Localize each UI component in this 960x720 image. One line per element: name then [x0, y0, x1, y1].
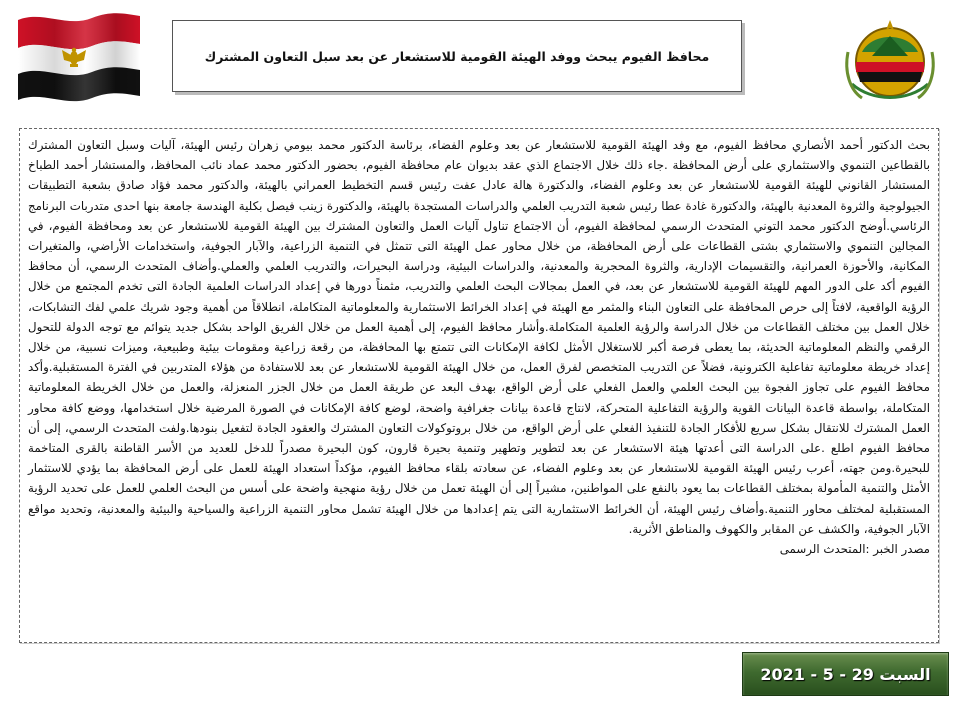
egypt-flag-icon	[12, 6, 144, 102]
article-source: مصدر الخبر :المتحدث الرسمى	[779, 542, 930, 557]
date-label: السبت 29 - 5 - 2021	[760, 664, 931, 684]
fayoum-emblem-icon	[832, 12, 948, 108]
article-body: بحث الدكتور أحمد الأنصاري محافظ الفيوم، مع وفد الهيئة القومية للاستشعار عن بعد وعلوم الفضاء، برئاسة الدكتور محمد بيومي زهران رئيس الهيئة، آليات وسبل التعاون المشترك بالقطاعين التنموي والاستثماري على أرض المحافظة .جاء ذلك خلال الاجتماع الذي عقد بديوان عام محافظة الفيوم، بحضور الدكتور محمد عماد نائب المحافظ، والمستشار أحمد الطباخ المستشار القانوني للهيئة القومية للاستشعار عن بعد وعلوم الفضاء، والدكتورة هالة عادل عفت رئيس قسم التخطيط العمراني بالهيئة، والدكتور محمد فؤاد صادق بشعبة التطبيقات الجيولوجية والثروة المعدنية بالهيئة، والدكتورة غادة عطا رئيس شعبة التدريب العلمي والدراسات المستجدة بالهيئة، والدكتورة زينب فيصل بكلية الهندسة جامعة بنها احدى متدربات البرنامج الرئاسي.أوضح الدكتور محمد التوني المتحدث الرسمي لمحافظة الفيوم، أن الاجتماع تناول آليات العمل والتعاون المشترك بين الهيئة القومية للاستشعار عن بعد ومحافظة الفيوم، في المجالين التنموي والاستثماري بشتى القطاعات على أرض المحافظة، من خلال محاور عمل الهيئة التى تتمثل في التنمية الزراعية، والآبار الجوفية، واستخدامات الأراضي، والمتغيرات المكانية، والأحوزة العمرانية، والتقسيمات الإدارية، والثروة المحجرية والمعدنية، والدراسات البيئية، ودراسة البحيرات، والتدريب العلمي والعملي.وأضاف المتحدث الرسمي، أن محافظ الفيوم أكد على الدور المهم للهيئة القومية للاستشعار عن بعد، في العمل بمجالات البحث العلمي والتدريب، مثمناً دورها في إعداد الدراسات العلمية الجادة التى تخدم المجتمع من خلال الرؤية الواقعية، لافتاً إلى حرص المحافظة على التعاون البناء والمثمر مع الهيئة في إعداد الخرائط الاستثمارية والمعلوماتية المتكاملة، انطلاقاً من أهمية وجود شريك علمي لفك التشابكات، خلال العمل بين مختلف القطاعات من خلال الدراسة والرؤية العلمية المتكاملة.وأشار محافظ الفيوم، إلى أهمية العمل من خلال الفريق الواحد بشكل جديد يتوائم مع توجه الدولة للتحول الرقمي والنظم المعلوماتية الحديثة، بما يعطى فرصة أكبر للاستغلال الأمثل لكافة الإمكانات التى تتمتع بها المحافظة، من رقعة زراعية ومقومات بيئية وطبيعية، وميزات نسبية، من خلال إعداد خريطة معلوماتية تفاعلية الكترونية، فضلاً عن التدريب المتخصص لفرق العمل، من خلال الهيئة القومية للاستشعار عن بعد للاستفادة من هؤلاء المتدربين في الفترة المستقبلية.وأكد محافظ الفيوم على تجاوز الفجوة بين البحث العلمي والعمل الفعلي على أرض الواقع، بهدف البعد عن طريقة العمل من خلال الجزر المنعزلة، والعمل من خلال الخريطة المعلوماتية المتكاملة، بواسطة قاعدة البيانات القوية والرؤية التفاعلية المتحركة، لانتاج قاعدة بيانات جغرافية واضحة، لوضع كافة الإمكانات في الصورة المرضية خلال استخدامها، ووضع كافة محاور العمل المشترك للانتقال بشكل سريع للأفكار الجادة للتنفيذ الفعلي على أرض الواقع، من خلال بروتوكولات التعاون المشترك والعقود الجادة لتفعيل بنودها.ولفت المتحدث الرسمي، إلى أن محافظ الفيوم اطلع .على الدراسة التى أعدتها هيئة الاستشعار عن بعد لتطوير وتطهير وتنمية بحيرة قارون، كون البحيرة مصدراً للدخل للعديد من الأسر القاطنة بالقرى المتاخمة للبحيرة.ومن جهته، أعرب رئيس الهيئة القومية للاستشعار عن بعد وعلوم الفضاء، عن سعادته بلقاء محافظ الفيوم، مؤكداً استعداد الهيئة للعمل على أرض المحافظة بما يؤدي للاستثمار الأمثل والتنمية المأمولة بمختلف القطاعات بما يعود بالنفع على المواطنين، مشيراً إلى أن الهيئة تعمل من خلال رؤية منهجية واضحة على أسس من البحث العلمي للعمل على تحديد الرؤية المستقبلية لمختلف محاور التنمية.وأضاف رئيس الهيئة، أن الخرائط الاستثمارية التى يتم إعدادها من خلال الهيئة تشمل محاور التنمية الزراعية والسياحية والبيئية والمعدنية، وتحديد مواقع الآبار الجوفية، والكشف عن المقابر والكهوف والمناطق الأثرية.	[28, 138, 930, 536]
title-box	[172, 20, 742, 92]
date-bar	[742, 652, 949, 696]
article-body-box	[19, 128, 939, 643]
article-title: محافظ الفيوم يبحث ووفد الهيئة القومية للاستشعار عن بعد سبل التعاون المشترك	[204, 48, 710, 64]
